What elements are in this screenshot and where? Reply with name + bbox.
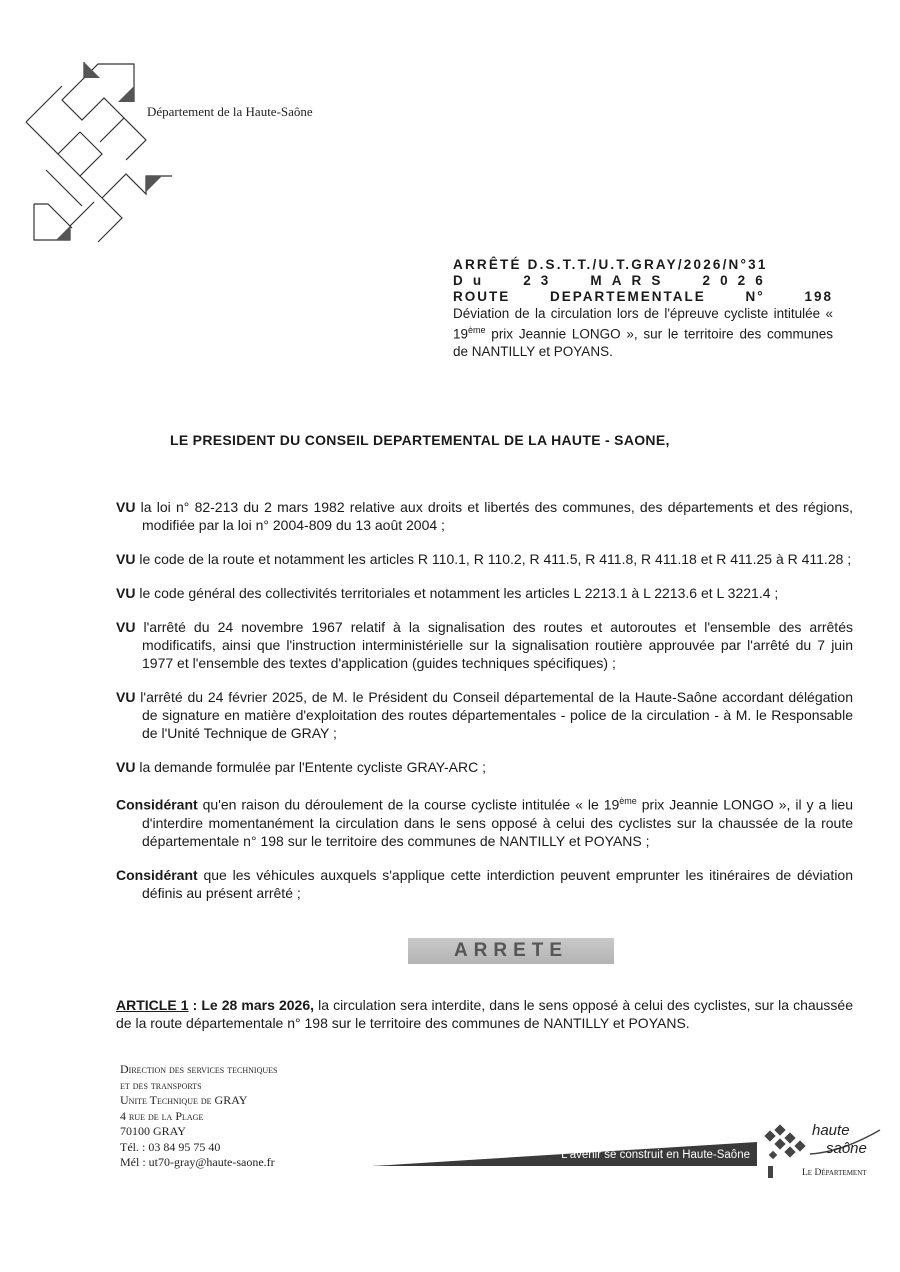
vu-item: VU la loi n° 82-213 du 2 mars 1982 relative aux droits et libertés des communes, des départements et des régions, modifiée par la loi n° 2004-809 du 13 août 2004 ; <box>116 499 853 533</box>
date-char: 6 <box>755 273 763 288</box>
logo-word-saone: saône <box>826 1140 867 1157</box>
slogan-text: L'avenir se construit en Haute-Saône <box>561 1149 750 1161</box>
vu-item: VU le code général des collectivités territoriales et notamment les articles L 2213.1 à L 2213.6 et L 3221.4 ; <box>116 585 779 601</box>
date-char: A <box>611 273 622 288</box>
date-char: M <box>590 273 602 288</box>
department-name: Département de la Haute-Saône <box>147 104 313 119</box>
date-char: R <box>631 273 642 288</box>
vu-item: VU l'arrêté du 24 février 2025, de M. le Président du Conseil départemental de la Haute-Saône accordant délégation de signature en matière d'exploitation des routes départementales - police de la circulation - à M. le Responsable de l'Unité Technique de GRAY ; <box>116 689 853 741</box>
considerations-list <box>116 498 853 918</box>
date-char: S <box>651 273 661 288</box>
road-word: ROUTE <box>453 289 511 304</box>
address-line: 4 rue de la Plage <box>120 1108 204 1123</box>
road-word: N° <box>745 289 765 304</box>
president-title: LE PRESIDENT DU CONSEIL DEPARTEMENTAL DE LA HAUTE - SAONE, <box>170 432 670 448</box>
department-logo <box>22 58 172 248</box>
vu-item: VU l'arrêté du 24 novembre 1967 relatif à la signalisation des routes et autoroutes et l'ensemble des arrêtés modificatifs, ainsi que l'instruction interministérielle sur la signalisation routière approuvée par l'arrêté du 7 juin 1977 et l'ensemble des textes d'application (guides techniques spécifiques) ; <box>116 619 853 671</box>
date-char: D <box>453 273 463 288</box>
phone-line: Tél. : 03 84 95 75 40 <box>120 1139 221 1154</box>
address-line: Direction des services techniques <box>120 1062 278 1076</box>
vu-item: VU le code de la route et notamment les articles R 110.1, R 110.2, R 411.5, R 411.8, R 411.18 et R 411.25 à R 411.28 ; <box>116 551 852 567</box>
considerant-item: Considérant qu'en raison du déroulement de la course cycliste intitulée « le 19ème prix Jeannie LONGO », il y a lieu d'interdire momentanément la circulation dans le sens opposé à celui des cyclistes sur la chaussée de la route départementale n° 198 sur le territoire des communes de NANTILLY et POYANS ; <box>116 796 853 849</box>
date-char: 2 <box>523 273 531 288</box>
date-char: 2 <box>702 273 710 288</box>
decree-date <box>453 273 833 289</box>
date-char: 0 <box>720 273 728 288</box>
decree-reference: ARRÊTÉ D.S.T.T./U.T.GRAY/2026/N°31 <box>453 257 768 272</box>
date-char: 3 <box>540 273 549 288</box>
logo-word-haute: haute <box>812 1122 850 1139</box>
decree-road <box>453 289 833 305</box>
email-line: Mél : ut70-gray@haute-saone.fr <box>120 1155 275 1169</box>
decree-heading <box>453 257 833 360</box>
considerant-item: Considérant que les véhicules auxquels s'applique cette interdiction peuvent emprunter les itinéraires de déviation définis au présent arrêté ; <box>116 866 853 901</box>
vu-item: VU la demande formulée par l'Entente cycliste GRAY-ARC ; <box>116 759 486 775</box>
address-line: 70100 GRAY <box>120 1124 186 1138</box>
road-word: DEPARTEMENTALE <box>550 289 706 304</box>
date-char: 2 <box>737 273 746 288</box>
road-word: 198 <box>804 289 833 304</box>
footer-address <box>120 1062 277 1171</box>
address-line: Unite Technique de GRAY <box>120 1093 248 1107</box>
decree-description: Déviation de la circulation lors de l'épreuve cycliste intitulée « 19ème prix Jeannie LONGO », sur le territoire des communes de NANTILLY et POYANS. <box>453 306 833 359</box>
logo-subtitle: Le Département <box>802 1168 867 1178</box>
arrete-banner: ARRETE <box>408 938 614 964</box>
article-1: ARTICLE 1 : Le 28 mars 2026, la circulation sera interdite, dans le sens opposé à celui des cyclistes, sur la chaussée de la route départementale n° 198 sur le territoire des communes de NANTILLY et POYANS. <box>116 997 853 1031</box>
date-char: u <box>472 273 482 288</box>
address-line: et des transports <box>120 1077 202 1092</box>
